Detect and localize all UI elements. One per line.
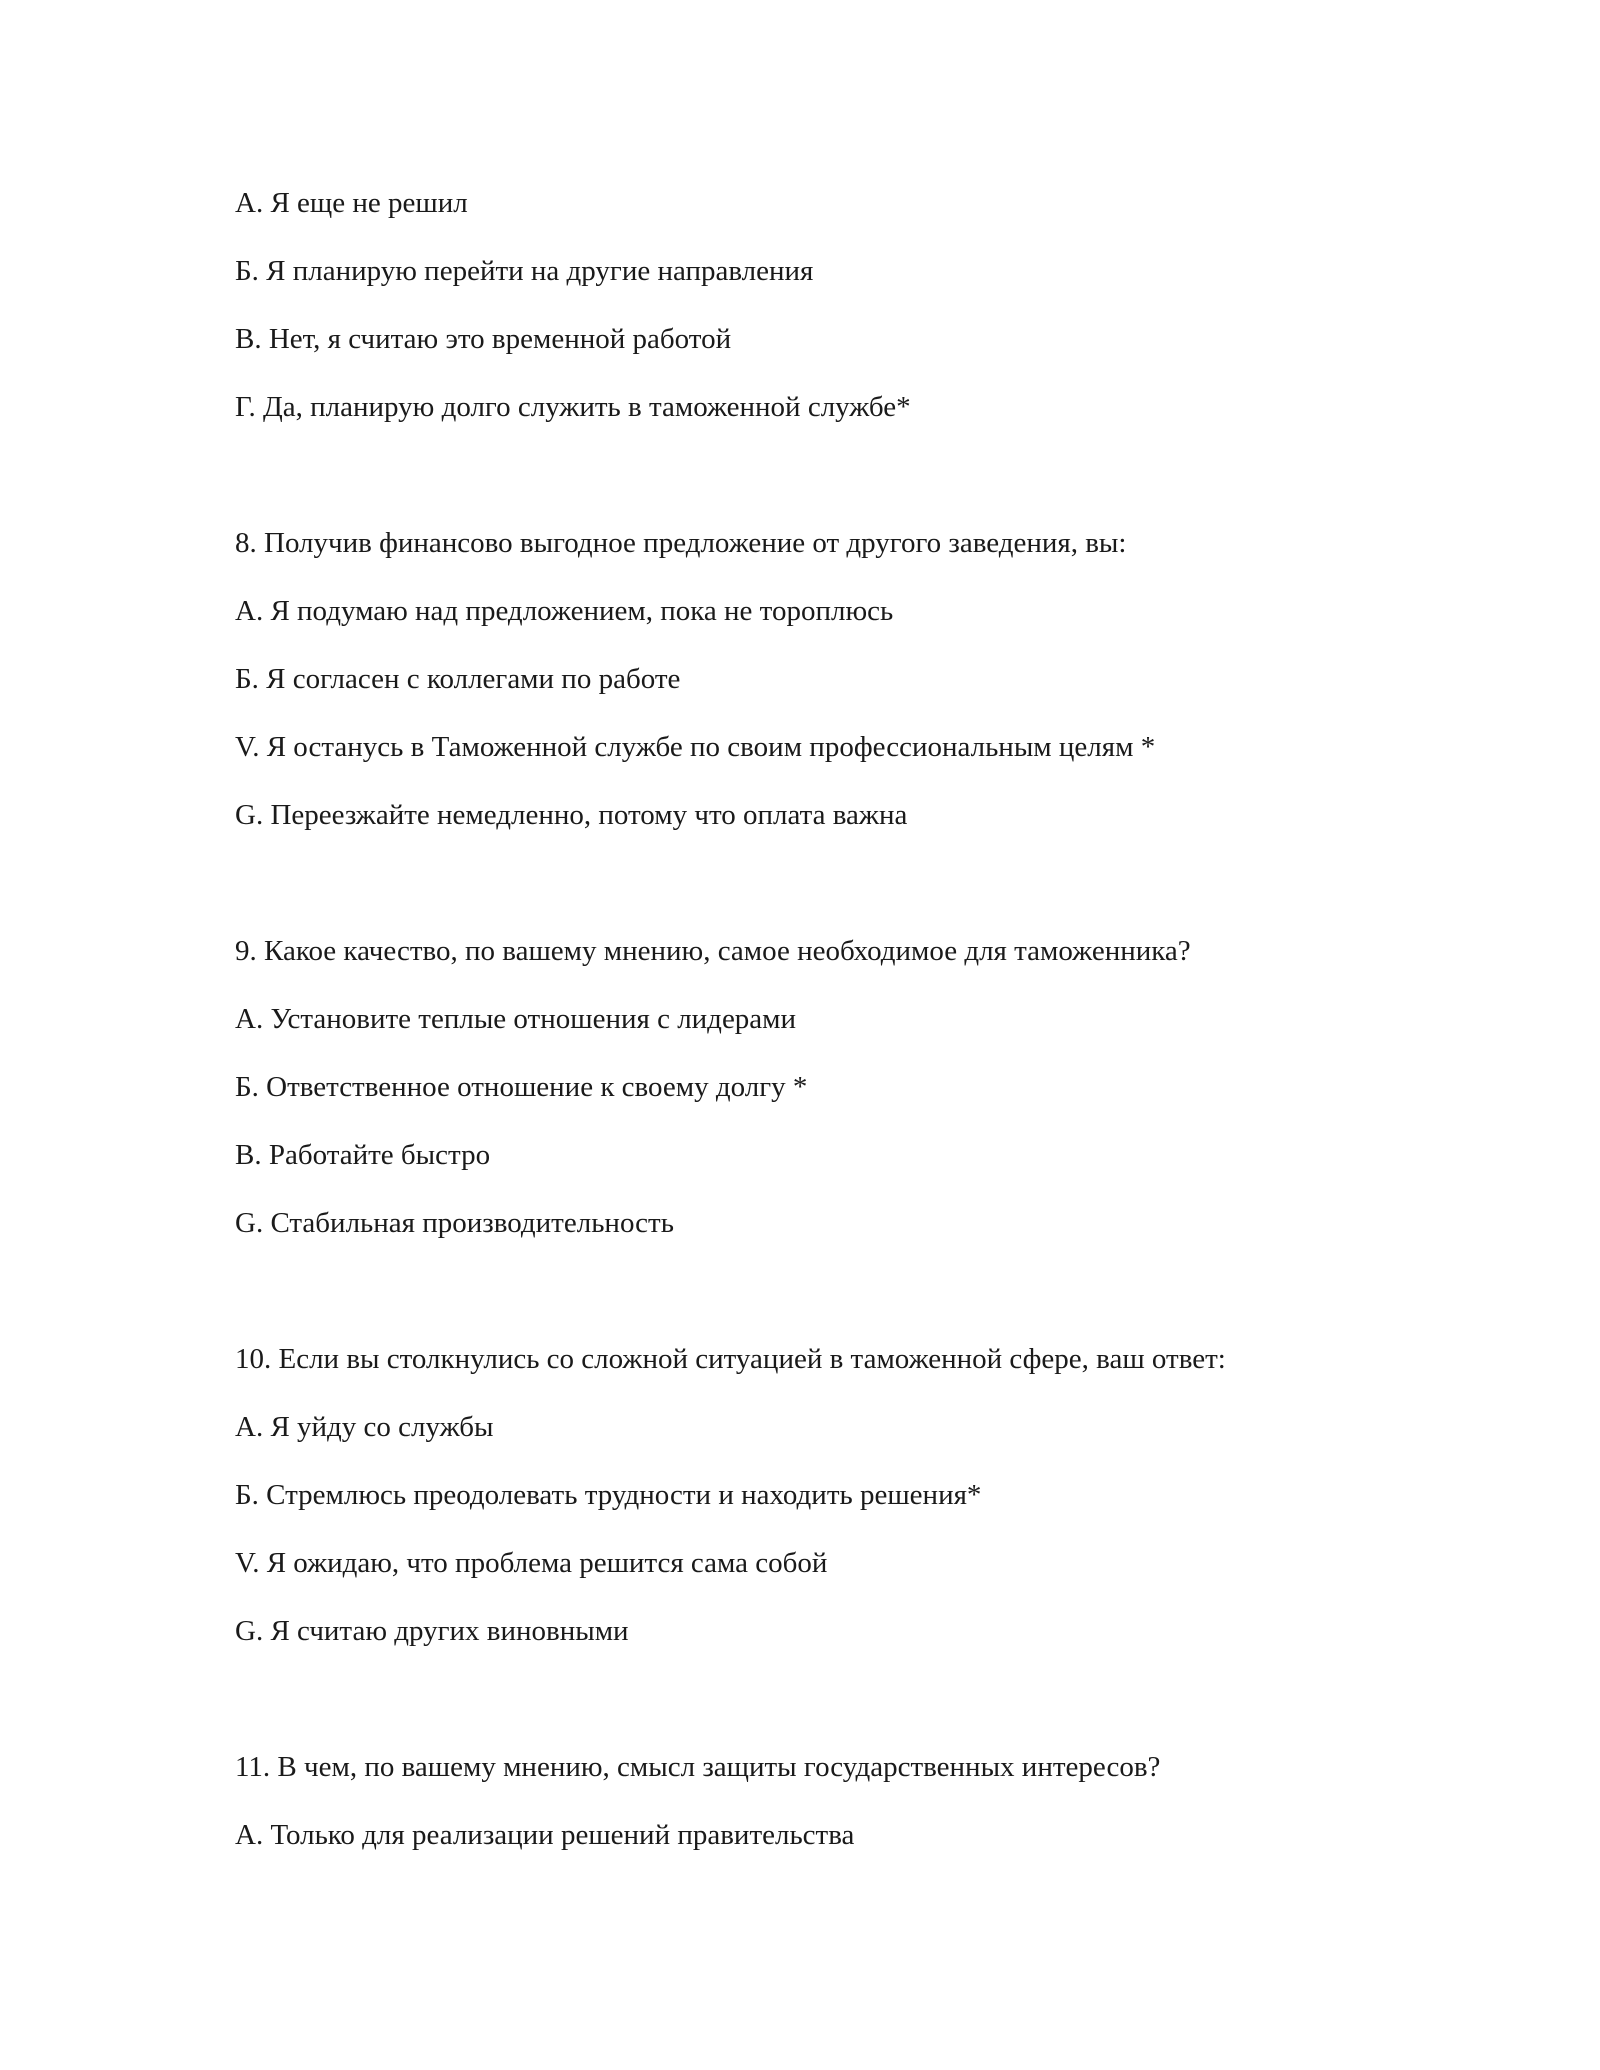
- document-page: [235, 186, 1435, 1886]
- answer-option: А. Я подумаю над предложением, пока не тороплюсь: [235, 595, 894, 627]
- question-text: 9. Какое качество, по вашему мнению, самое необходимое для таможенника?: [235, 935, 1191, 967]
- answer-option: Б. Я согласен с коллегами по работе: [235, 663, 681, 695]
- spacer: [235, 866, 1435, 934]
- answer-option: G. Я считаю других виновными: [235, 1615, 629, 1647]
- spacer: [235, 1682, 1435, 1750]
- question-block-11: [235, 1750, 1435, 1852]
- answer-option: V. Я ожидаю, что проблема решится сама собой: [235, 1547, 828, 1579]
- question-block-9: [235, 934, 1435, 1240]
- answer-option: В. Работайте быстро: [235, 1139, 491, 1171]
- answer-option: В. Нет, я считаю это временной работой: [235, 323, 732, 355]
- spacer: [235, 458, 1435, 526]
- answer-option: А. Установите теплые отношения с лидерами: [235, 1003, 797, 1035]
- answer-option: V. Я останусь в Таможенной службе по своим профессиональным целям *: [235, 731, 1156, 763]
- question-text: 11. В чем, по вашему мнению, смысл защиты государственных интересов?: [235, 1751, 1161, 1783]
- question-text: 8. Получив финансово выгодное предложение от другого заведения, вы:: [235, 527, 1127, 559]
- answer-option: Б. Стремлюсь преодолевать трудности и находить решения*: [235, 1479, 982, 1511]
- question-block-8: [235, 526, 1435, 832]
- answer-option: А. Я еще не решил: [235, 187, 468, 219]
- answer-option: Б. Я планирую перейти на другие направления: [235, 255, 814, 287]
- answer-option: Г. Да, планирую долго служить в таможенной службе*: [235, 391, 911, 423]
- spacer: [235, 1274, 1435, 1342]
- answer-option: А. Я уйду со службы: [235, 1411, 494, 1443]
- question-block-7-continued: [235, 186, 1435, 424]
- answer-option: G. Стабильная производительность: [235, 1207, 674, 1239]
- answer-option: А. Только для реализации решений правительства: [235, 1819, 855, 1851]
- answer-option: Б. Ответственное отношение к своему долгу *: [235, 1071, 808, 1103]
- question-text: 10. Если вы столкнулись со сложной ситуацией в таможенной сфере, ваш ответ:: [235, 1343, 1226, 1375]
- answer-option: G. Переезжайте немедленно, потому что оплата важна: [235, 799, 908, 831]
- question-block-10: [235, 1342, 1435, 1648]
